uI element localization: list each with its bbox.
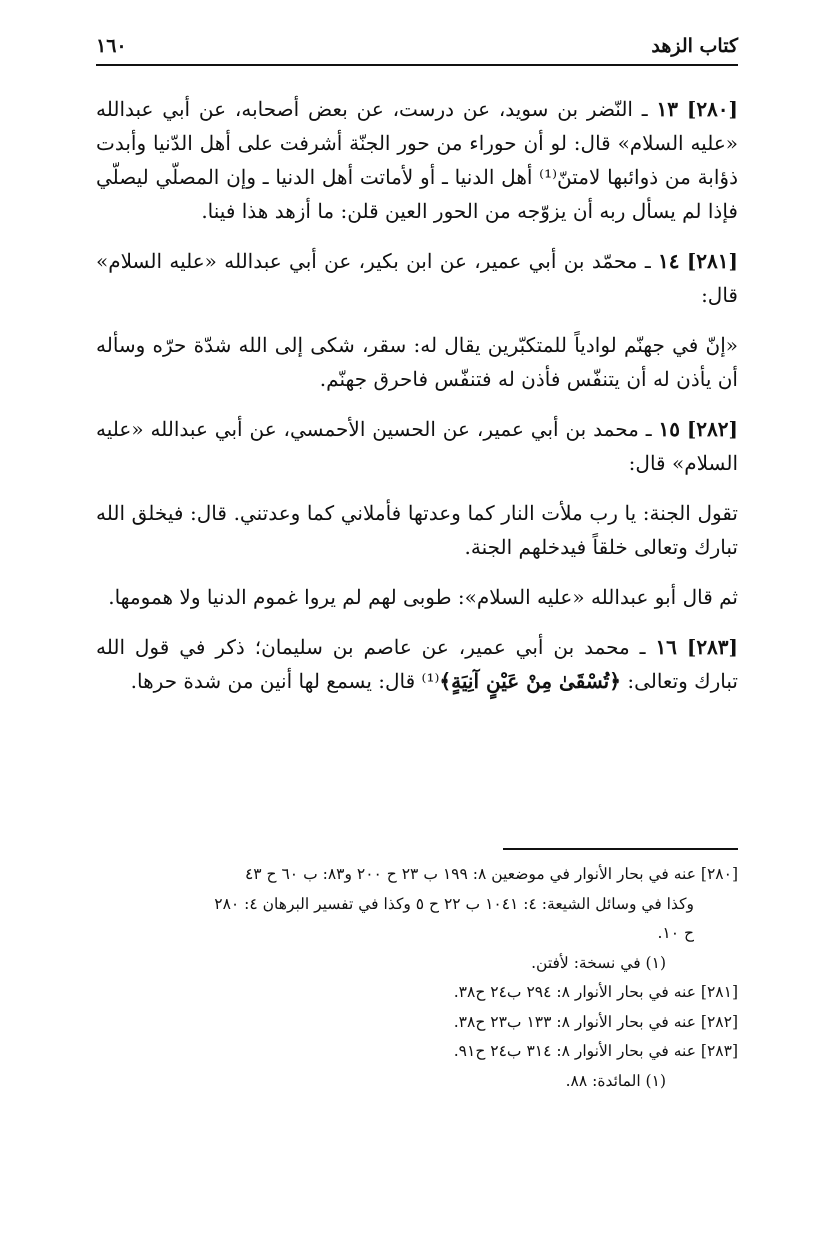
footnote-line: [٢٨٣] عنه في بحار الأنوار ٨: ٣١٤ ب٢٤ ح٩١. [453, 1042, 738, 1060]
hadith-280 [96, 92, 738, 228]
main-text [96, 92, 738, 714]
hadith-text: ـ محمّد بن أبي عمير، عن ابن بكير، عن أبي عبدالله «عليه السلام» قال: [96, 249, 738, 307]
hadith-text: «إنّ في جهنّم لوادياً للمتكبّرين يقال له: سقر، شكى إلى الله شدّة حرّه وسأله أن يأذن له أن يتنفّس فأذن له فتنفّس فاحرق جهنّم. [96, 333, 738, 391]
hadith-282 [96, 412, 738, 480]
hadith-ref: [٢٨١] [686, 249, 738, 273]
hadith-281 [96, 244, 738, 312]
hadith-ref: [٢٨٠] [686, 97, 739, 121]
footnote-line: (١) المائدة: ٨٨. [565, 1071, 666, 1090]
hadith-282-quote [96, 496, 738, 564]
hadith-number: ١٣ [656, 97, 678, 121]
page-header [96, 28, 738, 66]
hadith-text: ـ محمد بن أبي عمير، عن الحسين الأحمسي، عن أبي عبدالله «عليه السلام» قال: [96, 417, 738, 475]
hadith-text: ثم قال أبو عبدالله «عليه السلام»: طوبى لهم لم يروا غموم الدنيا ولا همومها. [108, 585, 738, 609]
hadith-text: ـ محمد بن أبي عمير، عن عاصم بن سليمان؛ ذكر في قول الله تبارك وتعالى: [96, 635, 738, 693]
hadith-283 [96, 630, 738, 698]
page-number: ١٦٠ [96, 35, 127, 57]
hadith-ref: [٢٨٢] [686, 417, 738, 441]
footnote-line: وكذا في وسائل الشيعة: ٤: ١٠٤١ ب ٢٢ ح ٥ وكذا في تفسير البرهان ٤: ٢٨٠ [214, 894, 694, 913]
hadith-number: ١٦ [655, 635, 677, 659]
hadith-text: ـ النّضر بن سويد، عن درست، عن بعض أصحابه، عن أبي عبدالله «عليه السلام» قال: لو أن حوراء من حور الجنّة أشرفت على أهل الدّنيا وأبدت ذؤابة من ذوائبها لامتنّ⁽¹⁾ أهل الدنيا ـ أو لأماتت أهل الدنيا ـ وإن المصلّي ليصلّي فإذا لم يسأل ربه أن يزوّجه من الحور العين قلن: ما أزهد هذا فينا. [96, 97, 738, 223]
footnote-line: ح ١٠. [657, 924, 694, 942]
book-title: كتاب الزهد [651, 35, 738, 57]
hadith-282-continuation [96, 580, 738, 614]
hadith-number: ١٤ [658, 249, 680, 273]
footnote-line: (١) في نسخة: لأفتن. [531, 953, 666, 972]
footnote-divider [503, 848, 738, 850]
hadith-text: تقول الجنة: يا رب ملأت النار كما وعدتها فأملاني كما وعدتني. قال: فيخلق الله تبارك وتعالى خلقاً فيدخلهم الجنة. [96, 501, 738, 559]
footnote-line: [٢٨١] عنه في بحار الأنوار ٨: ٢٩٤ ب٢٤ ح٣٨. [453, 983, 738, 1001]
footnote-line: [٢٨٢] عنه في بحار الأنوار ٨: ١٣٣ ب٢٣ ح٣٨. [453, 1012, 738, 1031]
footnote-line: [٢٨٠] عنه في بحار الأنوار في موضعين ٨: ١٩٩ ب ٢٣ ح ٢٠٠ و٨٣: ب ٦٠ ح ٤٣ [244, 865, 738, 883]
hadith-ref: [٢٨٣] [686, 635, 739, 659]
hadith-number: ١٥ [658, 417, 680, 441]
hadith-281-quote [96, 328, 738, 396]
quran-verse: ﴿تُسْقَىٰ مِنْ عَيْنٍ آنِيَةٍ﴾ [439, 669, 621, 693]
hadith-text-end: ⁽¹⁾ قال: يسمع لها أنين من شدة حرها. [130, 669, 440, 693]
footnotes [96, 860, 738, 1096]
